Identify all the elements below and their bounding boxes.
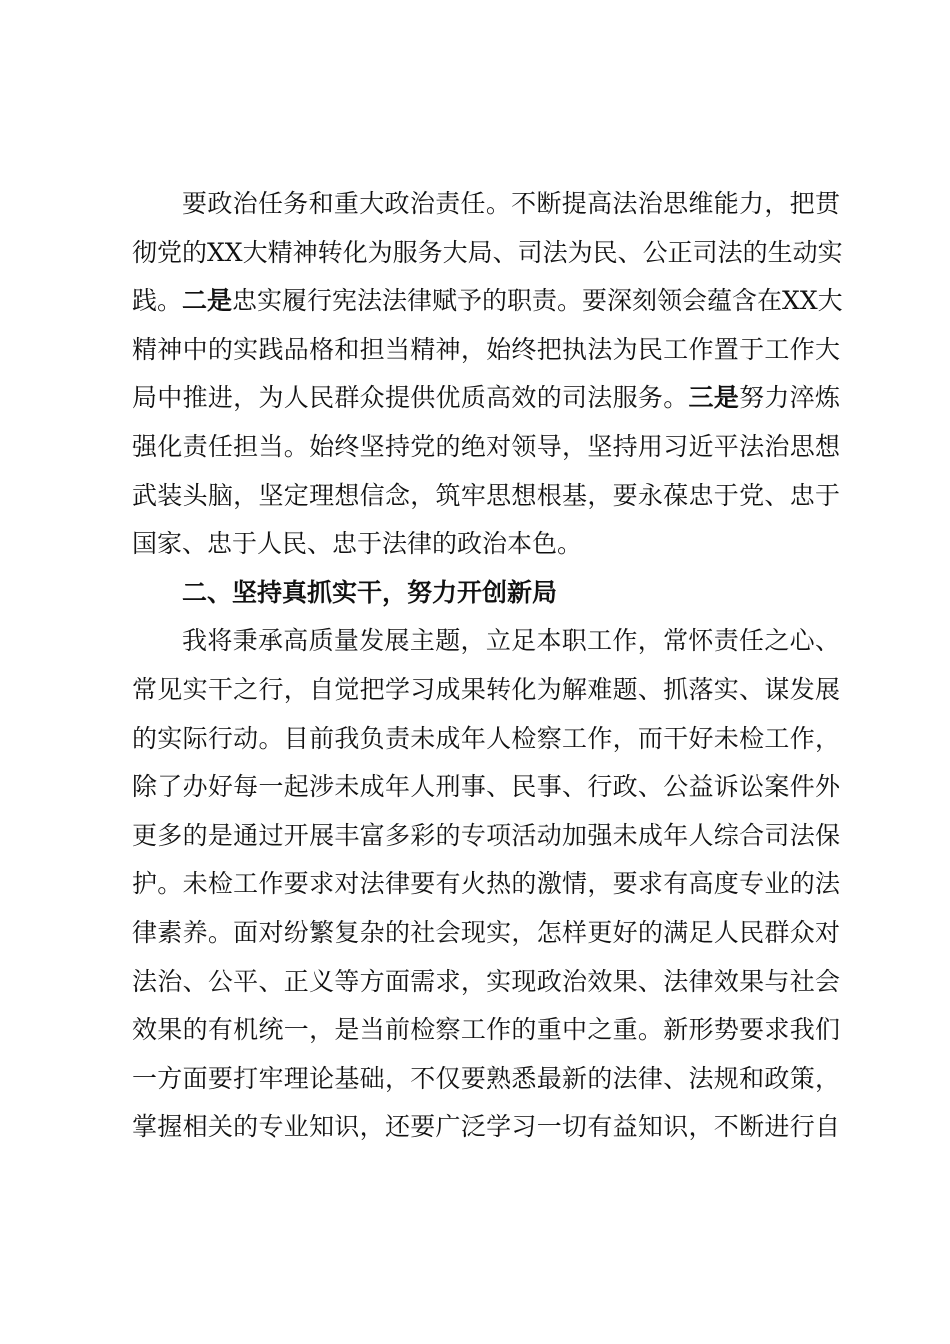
text-line: 国家、忠于人民、忠于法律的政治本色。	[132, 529, 583, 559]
section-heading: 二、坚持真抓实干，努力开创新局	[182, 577, 558, 607]
text-line: 律素养。面对纷繁复杂的社会现实，怎样更好的满足人民群众对	[132, 917, 840, 947]
paragraph-2	[132, 617, 840, 1152]
text-line: 效果的有机统一，是当前检察工作的重中之重。新形势要求我们	[132, 1015, 840, 1045]
text-line: 更多的是通过开展丰富多彩的专项活动加强未成年人综合司法保	[132, 820, 840, 850]
document-body	[132, 180, 843, 1152]
text-line: 护。未检工作要求对法律要有火热的激情，要求有高度专业的法	[132, 869, 840, 899]
text-run: 忠实履行宪法法律赋予的职责。要深刻领会蕴含在XX大	[232, 286, 843, 316]
text-line: 常见实干之行，自觉把学习成果转化为解难题、抓落实、谋发展	[132, 674, 840, 704]
text-line: 强化责任担当。始终坚持党的绝对领导，坚持用习近平法治思想	[132, 431, 840, 461]
bold-lead-3: 三是	[688, 383, 740, 413]
bold-lead-2: 二是	[182, 286, 233, 316]
text-line: 掌握相关的专业知识，还要广泛学习一切有益知识，不断进行自	[132, 1112, 840, 1142]
paragraph-1	[132, 180, 843, 569]
text-line: 的实际行动。目前我负责未成年人检察工作，而干好未检工作，	[132, 723, 840, 753]
text-line: 武装头脑，坚定理想信念，筑牢思想根基，要永葆忠于党、忠于	[132, 480, 840, 510]
text-line: 要政治任务和重大政治责任。不断提高法治思维能力，把贯	[182, 189, 840, 218]
text-run: 局中推进，为人民群众提供优质高效的司法服务。	[132, 383, 689, 413]
text-line: 法治、公平、正义等方面需求，实现政治效果、法律效果与社会	[132, 966, 840, 996]
text-run: 努力淬炼	[739, 383, 840, 413]
text-line: 我将秉承高质量发展主题，立足本职工作，常怀责任之心、	[182, 626, 840, 656]
text-line	[132, 374, 840, 423]
text-run: 践。	[132, 286, 183, 316]
text-line: 除了办好每一起涉未成年人刑事、民事、行政、公益诉讼案件外	[132, 772, 840, 802]
text-line: 一方面要打牢理论基础，不仅要熟悉最新的法律、法规和政策，	[132, 1063, 840, 1093]
text-line: 彻党的XX大精神转化为服务大局、司法为民、公正司法的生动实	[132, 237, 843, 267]
text-line: 精神中的实践品格和担当精神，始终把执法为民工作置于工作大	[132, 334, 840, 364]
text-line	[132, 277, 843, 326]
